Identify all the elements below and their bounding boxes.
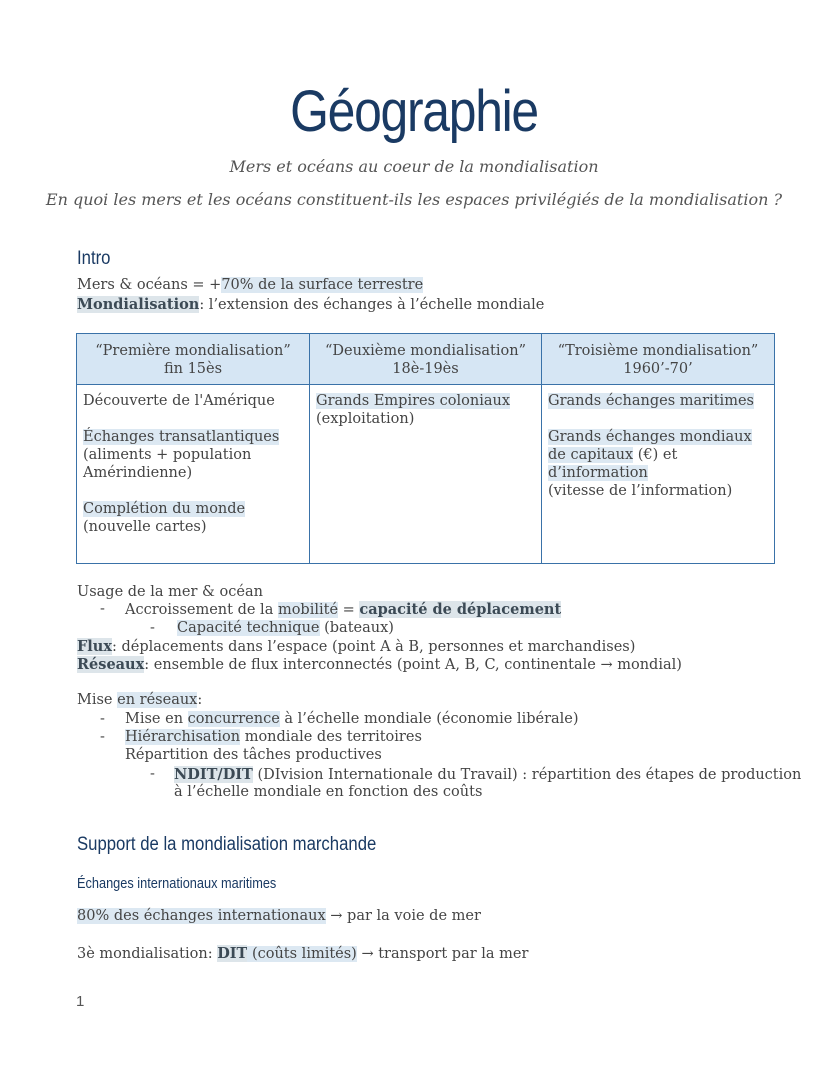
bullet-dash: -	[100, 601, 105, 617]
usage-item-1: Accroissement de la mobilité = capacité de déplacement	[125, 601, 562, 618]
support-para-1: 80% des échanges internationaux → par la voie de mer	[77, 908, 481, 924]
usage-subitem-1: Capacité technique (bateaux)	[177, 620, 394, 636]
mise-item-2: Hiérarchisation mondiale des territoires	[125, 729, 422, 745]
page-number: 1	[76, 993, 85, 1010]
page-title: Géographie	[290, 79, 538, 144]
intro-line-2: Mondialisation: l’extension des échanges à l’échelle mondiale	[77, 296, 545, 313]
bullet-dash: -	[150, 620, 155, 636]
heading-support: Support de la mondialisation marchande	[77, 834, 377, 855]
problem-question: En quoi les mers et les océans constituent-ils les espaces privilégiés de la mondialisation ?	[45, 190, 783, 209]
subheading-echanges: Échanges internationaux maritimes	[77, 876, 277, 892]
intro-line-1: Mers & océans = +70% de la surface terrestre	[77, 277, 424, 293]
mise-subitem: NDIT/DIT (DIvision Internationale du Travail) : répartition des étapes de production	[174, 766, 802, 783]
table-header-cell: “Troisième mondialisation” 1960’-70’	[542, 334, 775, 385]
subtitle: Mers et océans au coeur de la mondialisation	[229, 157, 599, 176]
usage-heading: Usage de la mer & océan	[77, 584, 263, 600]
table-header-cell: “Deuxième mondialisation” 18è-19ès	[310, 334, 542, 385]
table-header-row	[77, 334, 775, 385]
mise-heading: Mise en réseaux:	[77, 692, 203, 708]
table-cell: Découverte de l'Amérique Échanges transatlantiques (aliments + population Amérindienne) Complétion du monde (nouvelle cartes)	[77, 385, 310, 564]
table-cell: Grands échanges maritimes Grands échanges mondiaux de capitaux (€) et d’information (vitesse de l’information)	[542, 385, 775, 564]
support-para-2: 3è mondialisation: DIT (coûts limités) → transport par la mer	[77, 945, 529, 962]
table-cell: Grands Empires coloniaux (exploitation)	[310, 385, 542, 564]
flux-definition: Flux: déplacements dans l’espace (point A à B, personnes et marchandises)	[77, 638, 636, 655]
table-header-cell: “Première mondialisation” fin 15ès	[77, 334, 310, 385]
table-row	[77, 385, 775, 564]
bullet-dash: -	[100, 729, 105, 745]
mise-item-2-line-2: Répartition des tâches productives	[125, 747, 382, 763]
heading-intro: Intro	[77, 248, 111, 269]
bullet-dash: -	[150, 766, 155, 782]
bullet-dash: -	[100, 711, 105, 727]
reseaux-definition: Réseaux: ensemble de flux interconnectés (point A, B, C, continentale → mondial)	[77, 656, 682, 673]
mise-subitem-line-2: à l’échelle mondiale en fonction des coûts	[174, 784, 483, 800]
mise-item-1: Mise en concurrence à l’échelle mondiale (économie libérale)	[125, 711, 579, 727]
mondialisation-table	[76, 333, 775, 564]
